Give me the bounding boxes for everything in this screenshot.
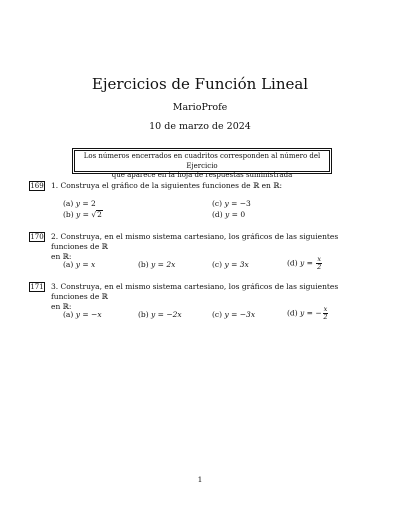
item-rhs: −3 (239, 199, 251, 208)
item-label: (a) (63, 260, 74, 269)
fraction (323, 306, 329, 321)
item-label: (d) (287, 308, 298, 318)
fraction-denominator: 2 (323, 313, 328, 321)
statement-line-1: 3. Construya, en el mismo sistema cartesiano, los gráficos de las siguientes funciones de ℝ (51, 282, 339, 301)
item-lhs: y (75, 199, 80, 208)
item-label: (b) (138, 310, 149, 319)
item-lhs: y (224, 260, 229, 269)
item-eq: = (79, 260, 92, 269)
page-number: 1 (197, 475, 203, 484)
item-lhs: y (75, 260, 80, 269)
item-lhs: y (300, 308, 305, 318)
exercise-item (212, 210, 245, 220)
item-rhs: 2 (97, 210, 102, 219)
item-label: (c) (212, 310, 223, 319)
note-box (72, 148, 332, 179)
item-lhs: y (76, 210, 81, 219)
item-lhs: y (224, 310, 229, 319)
item-lhs: y (151, 310, 156, 319)
item-lhs: y (300, 258, 305, 268)
note-inner (74, 150, 330, 179)
exercise-item (63, 199, 96, 209)
exercise-item (138, 310, 182, 320)
item-rhs: 2x (166, 260, 176, 269)
exercise-number-box: 171 (30, 283, 44, 291)
exercise-number-box: 170 (30, 233, 44, 241)
item-label: (d) (212, 210, 223, 219)
statement-line-2: en ℝ: (51, 302, 72, 311)
fraction-denominator: 2 (317, 263, 322, 271)
item-eq: = − (304, 308, 322, 318)
item-eq: = (155, 260, 167, 269)
item-rhs: −2x (166, 310, 182, 319)
statement-line-2: en ℝ: (51, 252, 72, 261)
item-eq: = (155, 310, 167, 319)
exercise-item (138, 260, 175, 270)
date: 10 de marzo de 2024 (149, 121, 251, 132)
item-eq: = (229, 210, 241, 219)
item-label: (c) (212, 199, 223, 208)
item-rhs: −x (91, 310, 102, 319)
item-lhs: y (151, 260, 156, 269)
fraction-numerator: x (317, 255, 322, 263)
item-eq: = (79, 199, 92, 208)
item-label: (b) (63, 210, 74, 219)
item-rhs: 0 (240, 210, 246, 219)
note-line-1: Los números encerrados en cuadritos corresponden al número del Ejercicio (83, 152, 321, 170)
item-label: (d) (287, 258, 298, 268)
exercise-item (287, 306, 328, 321)
exercise-item (63, 210, 103, 220)
exercise-item (212, 260, 249, 270)
square-root: √2 (91, 210, 102, 219)
item-rhs: 2 (91, 199, 96, 208)
fraction (316, 256, 322, 271)
note-line-2: que aparece en la hoja de respuestas suministrada (111, 171, 293, 179)
item-label: (c) (212, 260, 223, 269)
item-lhs: y (225, 210, 230, 219)
item-lhs: y (224, 199, 229, 208)
item-eq: = (228, 310, 240, 319)
item-lhs: y (75, 310, 80, 319)
exercise-statement: 1. Construya el gráfico de la siguientes funciones de ℝ en ℝ: (51, 181, 282, 190)
exercise-item (63, 260, 95, 270)
item-eq: = (228, 199, 240, 208)
fraction-numerator: x (323, 305, 328, 313)
item-eq: = (79, 310, 92, 319)
document-title: Ejercicios de Función Lineal (91, 75, 309, 93)
item-label: (b) (138, 260, 149, 269)
item-eq: = (304, 258, 316, 268)
item-label: (a) (63, 310, 74, 319)
exercise-item (212, 199, 251, 209)
exercise-item (63, 310, 102, 320)
author: MarioProfe (172, 102, 228, 113)
item-label: (a) (63, 199, 74, 208)
statement-line-1: 2. Construya, en el mismo sistema cartesiano, los gráficos de las siguientes funciones de ℝ (51, 232, 339, 251)
item-rhs: 3x (239, 260, 249, 269)
item-rhs: x (91, 260, 96, 269)
exercise-number-box: 169 (30, 182, 44, 190)
exercise-item (212, 310, 255, 320)
exercise-item (287, 256, 322, 271)
item-eq: = (228, 260, 240, 269)
item-eq: = (80, 210, 92, 219)
item-rhs: −3x (239, 310, 256, 319)
